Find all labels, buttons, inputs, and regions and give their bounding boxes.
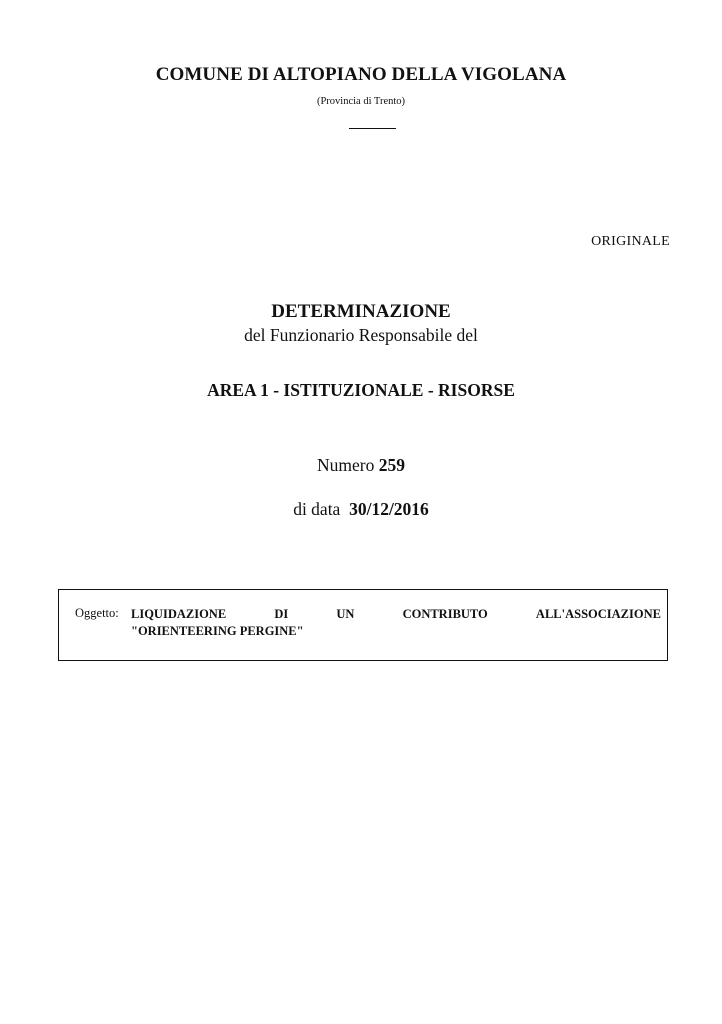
subject-word: UN xyxy=(336,607,355,621)
number-value: 259 xyxy=(378,455,405,475)
subject-box xyxy=(58,589,668,661)
municipality-title: COMUNE DI ALTOPIANO DELLA VIGOLANA xyxy=(155,64,567,85)
original-label: ORIGINALE xyxy=(591,234,670,249)
date-label: di data xyxy=(293,499,341,519)
subject-word: ALL'ASSOCIAZIONE xyxy=(535,607,661,621)
document-type-title: DETERMINAZIONE xyxy=(271,301,451,322)
subject-word: CONTRIBUTO xyxy=(402,607,488,621)
subject-line-1 xyxy=(131,606,661,623)
province-subtitle: (Provincia di Trento) xyxy=(316,96,406,107)
subject-text xyxy=(131,606,661,640)
date-value: 30/12/2016 xyxy=(349,499,429,519)
subject-label: Oggetto: xyxy=(75,606,119,620)
issuer-line: del Funzionario Responsabile del xyxy=(244,325,478,345)
subject-line-2: "ORIENTEERING PERGINE" xyxy=(131,624,304,638)
date-line xyxy=(0,499,722,520)
area-title: AREA 1 - ISTITUZIONALE - RISORSE xyxy=(207,380,515,400)
header-divider xyxy=(349,128,396,129)
number-label: Numero xyxy=(317,455,375,475)
subject-word: DI xyxy=(274,607,289,621)
subject-word: LIQUIDAZIONE xyxy=(131,607,227,621)
number-line xyxy=(0,455,722,476)
